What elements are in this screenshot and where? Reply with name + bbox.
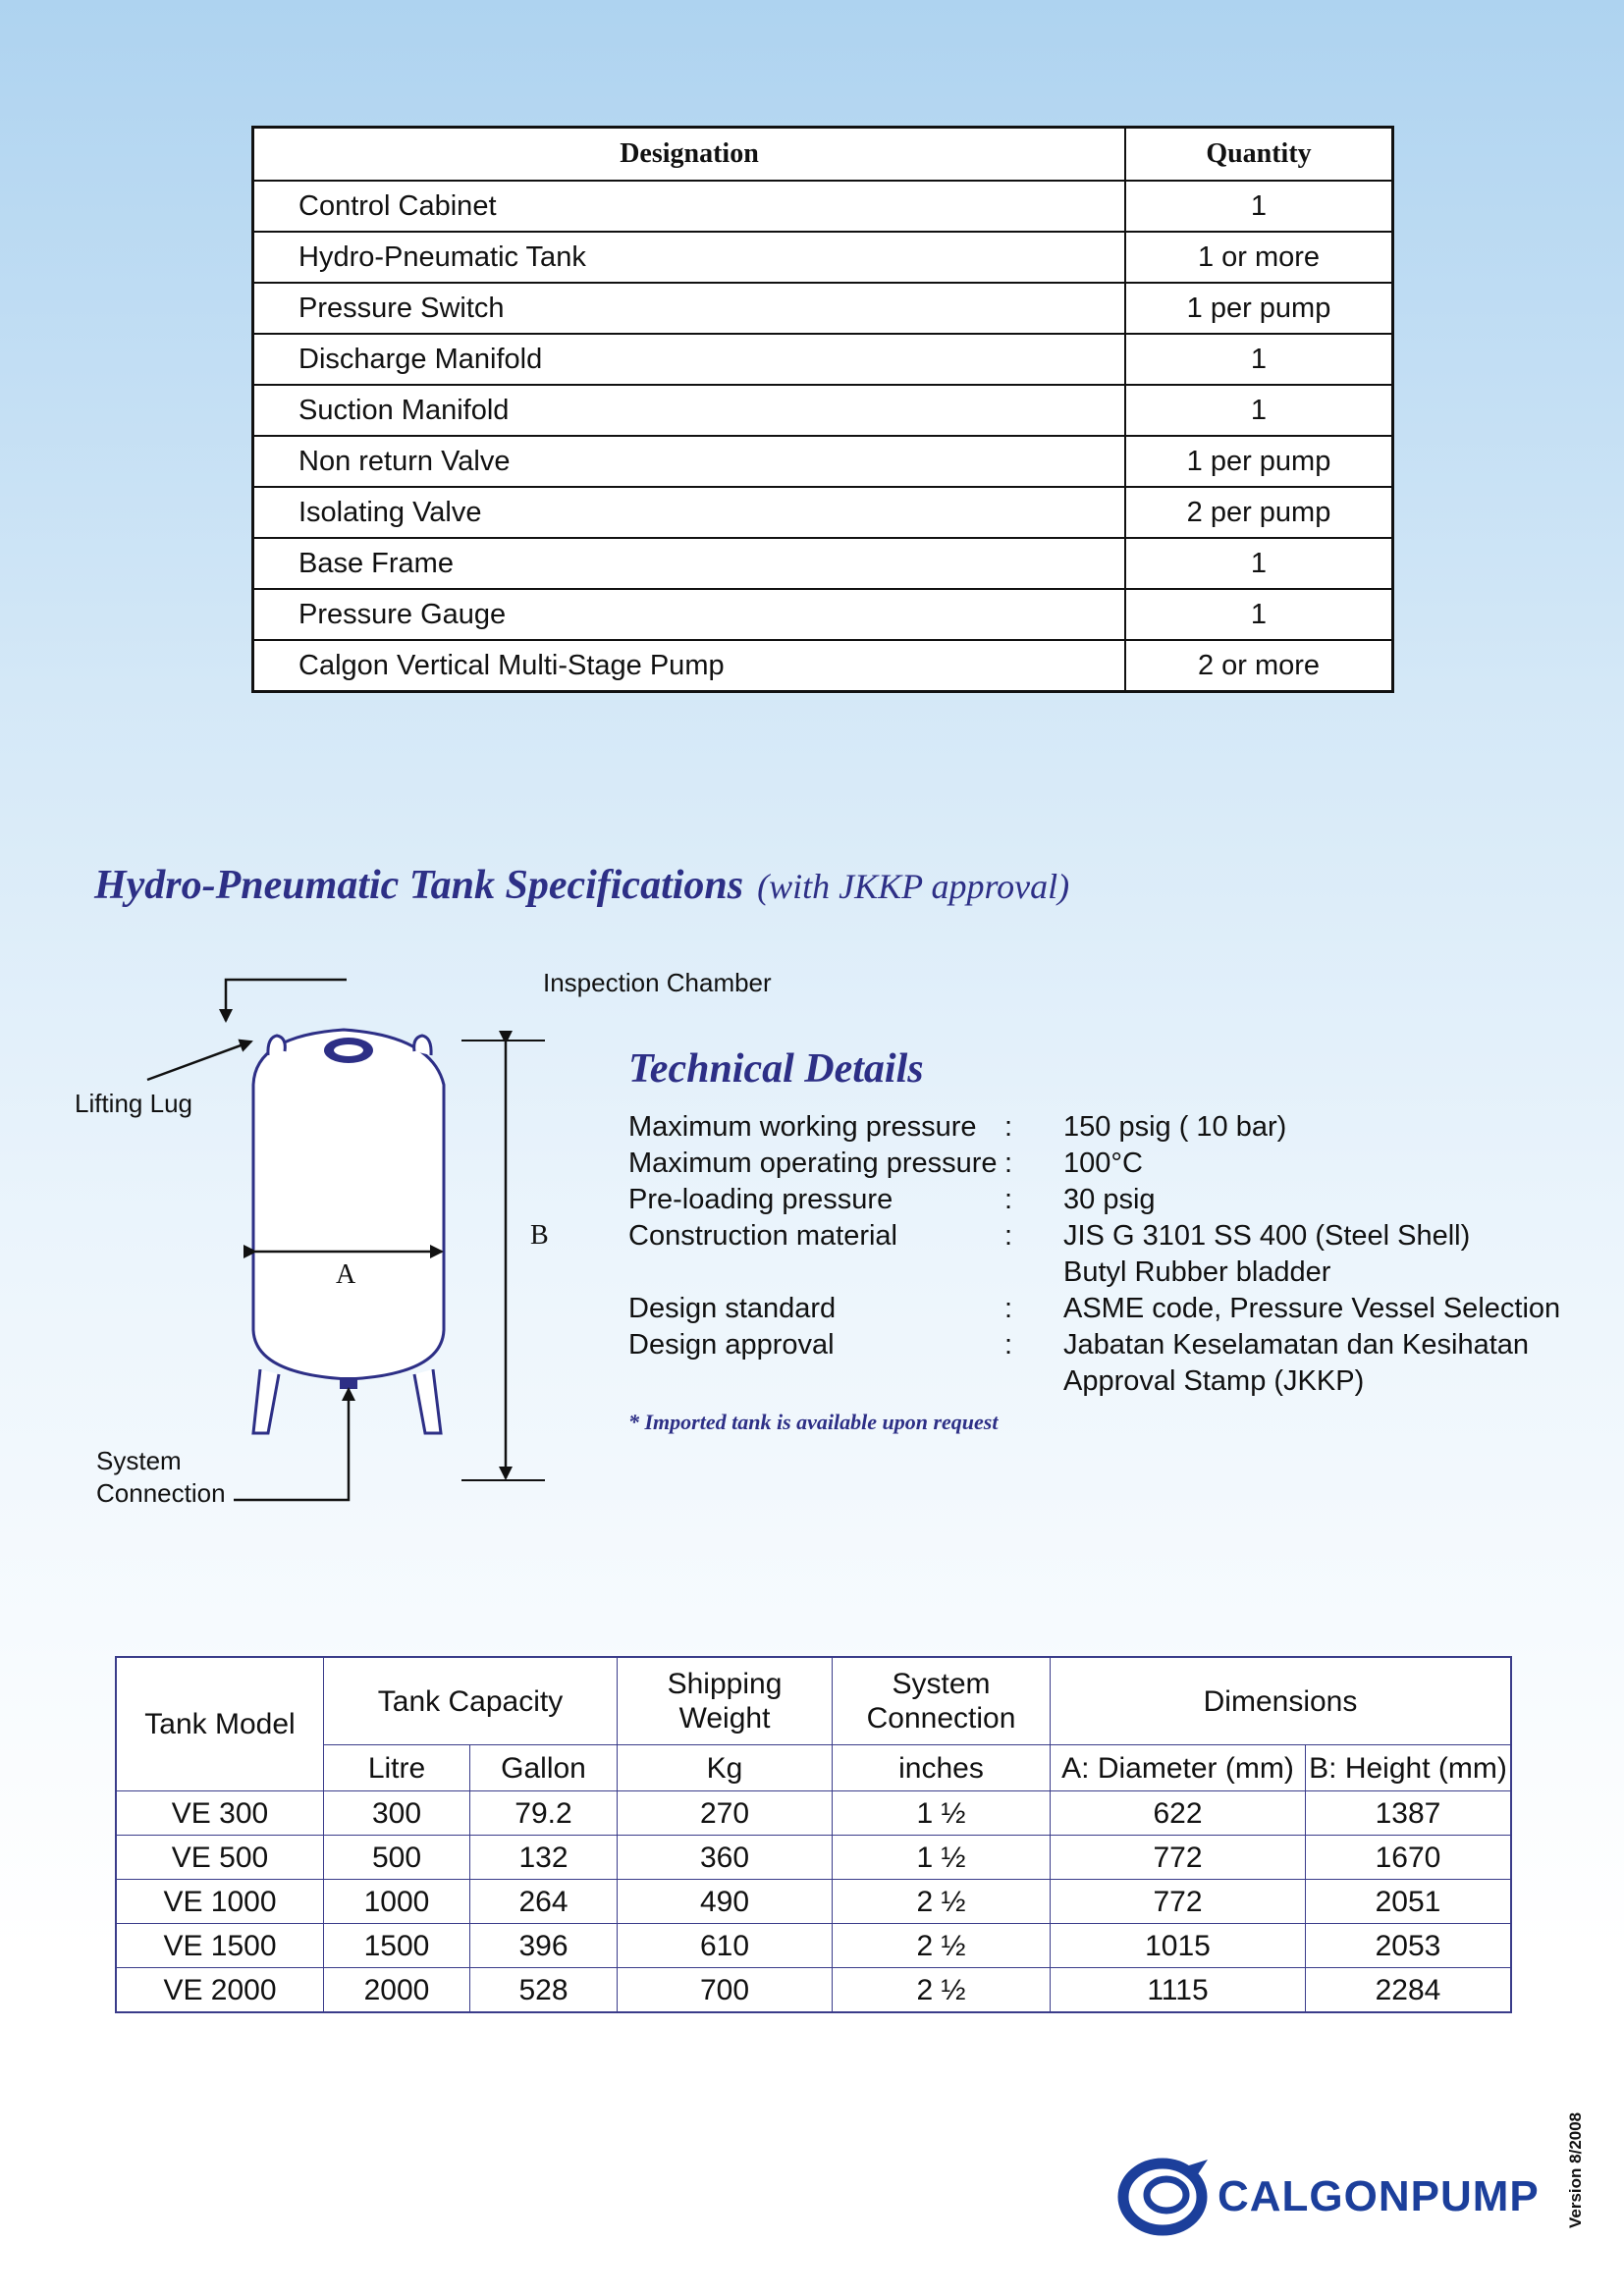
tech-label: Pre-loading pressure <box>628 1184 893 1215</box>
tech-separator-blank <box>1004 1363 1063 1400</box>
tank-spec-table <box>115 1656 1512 2013</box>
designation-cell: Suction Manifold <box>253 385 1126 436</box>
designation-cell: Calgon Vertical Multi-Stage Pump <box>253 640 1126 692</box>
spec-subheader-row <box>116 1745 1511 1791</box>
tank-diagram <box>59 957 569 1526</box>
quantity-cell: 1 <box>1125 538 1393 589</box>
section-title-text: Hydro-Pneumatic Tank Specifications <box>94 863 744 908</box>
quantity-cell: 1 per pump <box>1125 436 1393 487</box>
tech-value: ASME code, Pressure Vessel Selection <box>1063 1293 1561 1324</box>
table-row <box>116 1880 1511 1924</box>
spec-cell: 1000 <box>324 1880 470 1924</box>
tank-model-header: Tank Model <box>116 1657 324 1791</box>
kg-header: Kg <box>618 1745 833 1791</box>
spec-cell: 2 ½ <box>833 1880 1051 1924</box>
system-connection-header <box>833 1657 1051 1745</box>
tech-row <box>628 1109 1571 1146</box>
system-connection-label <box>96 1445 226 1510</box>
dimensions-header: Dimensions <box>1051 1657 1512 1745</box>
logo-text: CALGONPUMP <box>1218 2172 1540 2220</box>
spec-cell: 270 <box>618 1791 833 1836</box>
table-row <box>253 538 1393 589</box>
shipping-weight-header <box>618 1657 833 1745</box>
spec-cell: 1015 <box>1051 1924 1306 1968</box>
tech-separator: : <box>1004 1329 1013 1361</box>
quantity-cell: 1 <box>1125 181 1393 232</box>
components-header-row <box>253 128 1393 182</box>
section-subtitle: (with JKKP approval) <box>757 867 1070 906</box>
designation-cell: Pressure Gauge <box>253 589 1126 640</box>
table-row <box>116 1924 1511 1968</box>
tech-value: Jabatan Keselamatan dan Kesihatan <box>1063 1329 1530 1361</box>
tech-row <box>628 1255 1571 1291</box>
left-leg <box>253 1369 279 1433</box>
spec-header-row <box>116 1657 1511 1745</box>
spec-cell: 300 <box>324 1791 470 1836</box>
tech-value: Approval Stamp (JKKP) <box>1063 1365 1365 1397</box>
tech-row <box>628 1327 1571 1363</box>
designation-cell: Control Cabinet <box>253 181 1126 232</box>
spec-cell: 2051 <box>1306 1880 1512 1924</box>
quantity-cell: 1 <box>1125 385 1393 436</box>
spec-cell: 772 <box>1051 1880 1306 1924</box>
quantity-header: Quantity <box>1125 128 1393 182</box>
inspection-arrow <box>226 980 347 1021</box>
system-connection-label-line-2: Connection <box>96 1478 226 1508</box>
spec-cell: 1 ½ <box>833 1791 1051 1836</box>
tech-label: Maximum operating pressure <box>628 1148 998 1179</box>
tech-separator: : <box>1004 1184 1013 1215</box>
imported-tank-note: * Imported tank is available upon request <box>628 1410 999 1434</box>
technical-details-list <box>628 1109 1571 1400</box>
table-row <box>253 487 1393 538</box>
system-connection-nozzle <box>340 1377 357 1389</box>
spec-cell: 396 <box>470 1924 618 1968</box>
tech-row <box>628 1218 1571 1255</box>
components-table <box>251 126 1394 693</box>
table-row <box>253 283 1393 334</box>
tech-row <box>628 1182 1571 1218</box>
inches-header: inches <box>833 1745 1051 1791</box>
spec-cell: 1670 <box>1306 1836 1512 1880</box>
tech-value: 100°C <box>1063 1148 1143 1179</box>
gallon-header: Gallon <box>470 1745 618 1791</box>
shipping-weight-header-line-2: Weight <box>678 1702 771 1735</box>
table-row <box>116 1791 1511 1836</box>
designation-cell: Hydro-Pneumatic Tank <box>253 232 1126 283</box>
dimension-b-label: B <box>530 1220 549 1251</box>
spec-cell: 1500 <box>324 1924 470 1968</box>
tech-row <box>628 1363 1571 1400</box>
tech-label: Construction material <box>628 1220 897 1252</box>
calgonpump-logo <box>1117 2156 1540 2238</box>
spec-cell: 2 ½ <box>833 1924 1051 1968</box>
designation-header: Designation <box>253 128 1126 182</box>
spec-cell: 132 <box>470 1836 618 1880</box>
quantity-cell: 2 per pump <box>1125 487 1393 538</box>
designation-cell: Non return Valve <box>253 436 1126 487</box>
table-row <box>253 385 1393 436</box>
version-label: Version 8/2008 <box>1566 2111 1585 2228</box>
tech-label: Maximum working pressure <box>628 1111 977 1143</box>
lifting-lug-arrow <box>147 1041 251 1080</box>
tech-value: 30 psig <box>1063 1184 1156 1215</box>
table-row <box>253 640 1393 692</box>
tech-label: Design approval <box>628 1329 835 1361</box>
tech-row <box>628 1146 1571 1182</box>
right-leg <box>414 1369 441 1433</box>
system-connection-header-line-2: Connection <box>866 1702 1016 1735</box>
tech-separator: : <box>1004 1220 1013 1252</box>
tech-separator: : <box>1004 1148 1013 1179</box>
system-connection-header-line-1: System <box>892 1668 991 1700</box>
spec-cell: 500 <box>324 1836 470 1880</box>
tank-capacity-header: Tank Capacity <box>324 1657 618 1745</box>
spec-cell: 1115 <box>1051 1968 1306 2013</box>
table-row <box>253 334 1393 385</box>
designation-cell: Pressure Switch <box>253 283 1126 334</box>
height-header: B: Height (mm) <box>1306 1745 1512 1791</box>
tech-value: Butyl Rubber bladder <box>1063 1256 1331 1288</box>
tech-label <box>628 1255 1004 1291</box>
system-connection-label-line-1: System <box>96 1446 182 1475</box>
spec-cell: 2284 <box>1306 1968 1512 2013</box>
system-connection-leader <box>234 1389 349 1500</box>
table-row <box>253 181 1393 232</box>
tank-body <box>253 1030 444 1379</box>
spec-cell: 490 <box>618 1880 833 1924</box>
tech-value: JIS G 3101 SS 400 (Steel Shell) <box>1063 1220 1471 1252</box>
technical-details-title: Technical Details <box>628 1046 924 1092</box>
table-row <box>116 1836 1511 1880</box>
table-row <box>253 436 1393 487</box>
tech-label <box>628 1363 1004 1400</box>
inspection-chamber-label: Inspection Chamber <box>543 968 772 997</box>
spec-cell: 2000 <box>324 1968 470 2013</box>
spec-cell: 79.2 <box>470 1791 618 1836</box>
spec-cell: VE 1000 <box>116 1880 324 1924</box>
shipping-weight-header-line-1: Shipping <box>667 1668 783 1700</box>
spec-cell: 1387 <box>1306 1791 1512 1836</box>
tech-separator-blank <box>1004 1255 1063 1291</box>
litre-header: Litre <box>324 1745 470 1791</box>
tech-label: Design standard <box>628 1293 837 1324</box>
spec-cell: 360 <box>618 1836 833 1880</box>
tech-separator: : <box>1004 1111 1013 1143</box>
section-title <box>94 862 1069 909</box>
tech-value: 150 psig ( 10 bar) <box>1063 1111 1287 1143</box>
spec-cell: VE 500 <box>116 1836 324 1880</box>
dimension-a-label: A <box>336 1259 356 1290</box>
table-row <box>116 1968 1511 2013</box>
quantity-cell: 1 <box>1125 334 1393 385</box>
designation-cell: Discharge Manifold <box>253 334 1126 385</box>
spec-cell: 2053 <box>1306 1924 1512 1968</box>
table-row <box>253 589 1393 640</box>
spec-cell: 2 ½ <box>833 1968 1051 2013</box>
tech-separator: : <box>1004 1293 1013 1324</box>
spec-cell: 610 <box>618 1924 833 1968</box>
designation-cell: Isolating Valve <box>253 487 1126 538</box>
table-row <box>253 232 1393 283</box>
quantity-cell: 1 per pump <box>1125 283 1393 334</box>
quantity-cell: 2 or more <box>1125 640 1393 692</box>
quantity-cell: 1 or more <box>1125 232 1393 283</box>
spec-cell: 622 <box>1051 1791 1306 1836</box>
tech-row <box>628 1291 1571 1327</box>
quantity-cell: 1 <box>1125 589 1393 640</box>
spec-cell: 700 <box>618 1968 833 2013</box>
designation-cell: Base Frame <box>253 538 1126 589</box>
calgon-swirl-icon <box>1117 2156 1212 2238</box>
spec-cell: 1 ½ <box>833 1836 1051 1880</box>
spec-cell: 528 <box>470 1968 618 2013</box>
spec-cell: 772 <box>1051 1836 1306 1880</box>
lifting-lug-label: Lifting Lug <box>75 1089 192 1118</box>
spec-cell: VE 2000 <box>116 1968 324 2013</box>
spec-cell: VE 300 <box>116 1791 324 1836</box>
spec-cell: 264 <box>470 1880 618 1924</box>
diameter-header: A: Diameter (mm) <box>1051 1745 1306 1791</box>
spec-cell: VE 1500 <box>116 1924 324 1968</box>
